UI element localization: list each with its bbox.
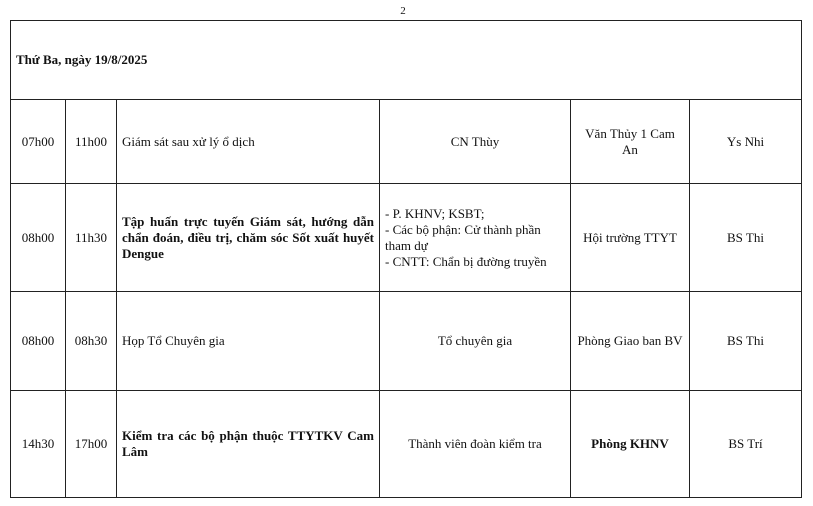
start-time: 08h00 [11, 184, 66, 292]
activity-content: Tập huấn trực tuyến Giám sát, hướng dẫn chẩn đoán, điều trị, chăm sóc Sốt xuất huyết Dengue [117, 184, 380, 292]
table-row [11, 292, 802, 391]
page-number: 2 [400, 5, 406, 17]
list-item: - P. KHNV; KSBT; [385, 205, 485, 221]
lead-person: BS Thi [690, 292, 802, 391]
table-row [11, 184, 802, 292]
day-heading: Thứ Ba, ngày 19/8/2025 [11, 21, 802, 100]
start-time: 14h30 [11, 391, 66, 498]
table-row [11, 100, 802, 184]
location: Văn Thủy 1 Cam An [571, 100, 690, 184]
schedule-table [10, 20, 802, 498]
end-time: 08h30 [66, 292, 117, 391]
location: Hội trường TTYT [571, 184, 690, 292]
participants: CN Thùy [380, 100, 571, 184]
table-row [11, 391, 802, 498]
activity-content: Họp Tổ Chuyên gia [117, 292, 380, 391]
start-time: 07h00 [11, 100, 66, 184]
participants [380, 184, 571, 292]
lead-person: BS Thi [690, 184, 802, 292]
end-time: 11h30 [66, 184, 117, 292]
end-time: 17h00 [66, 391, 117, 498]
location: Phòng Giao ban BV [571, 292, 690, 391]
participants: Tổ chuyên gia [380, 292, 571, 391]
end-time: 11h00 [66, 100, 117, 184]
participants: Thành viên đoàn kiểm tra [380, 391, 571, 498]
lead-person: BS Trí [690, 391, 802, 498]
list-item: - Các bộ phận: Cử thành phần tham dự [385, 221, 541, 253]
activity-content: Giám sát sau xử lý ổ dịch [117, 100, 380, 184]
start-time: 08h00 [11, 292, 66, 391]
participants-list [385, 206, 565, 270]
list-item: - CNTT: Chẩn bị đường truyền [385, 253, 547, 269]
lead-person: Ys Nhi [690, 100, 802, 184]
day-heading-row [11, 21, 802, 100]
location: Phòng KHNV [571, 391, 690, 498]
activity-content: Kiểm tra các bộ phận thuộc TTYTKV Cam Lâm [117, 391, 380, 498]
